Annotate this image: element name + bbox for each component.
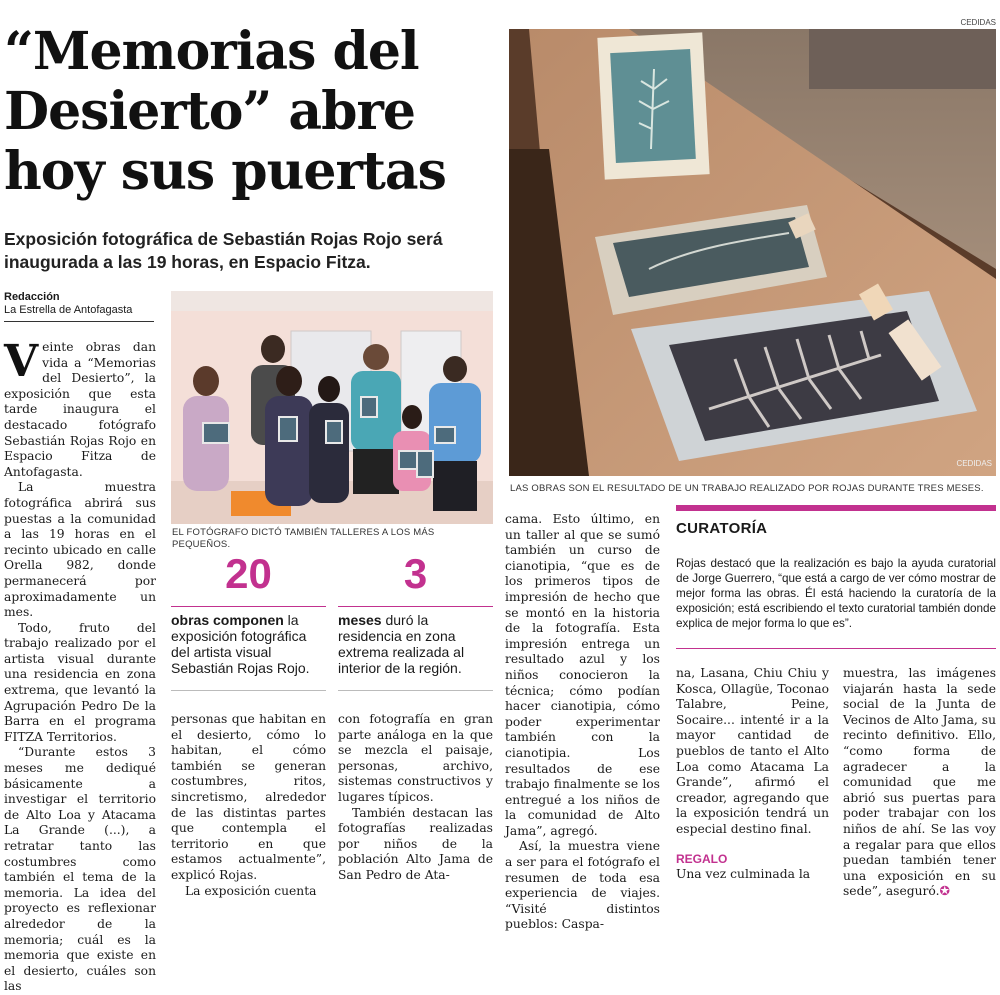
workshop-photo-image — [171, 291, 493, 524]
end-mark-icon: ✪ — [939, 884, 950, 899]
curatoria-divider — [676, 648, 996, 649]
photo-credit-top: CEDIDAS — [960, 18, 996, 27]
photo-credit-bottom: CEDIDAS — [956, 459, 992, 468]
article-column-1 — [4, 336, 156, 995]
col1-paragraph-4: “Durante estos 3 meses me dediqué básicamente a investigar el territorio de Alto Loa y Atacama La Grande (...), a retratar tanto las costumbres como también el tema de la memoria. La idea del proyecto es reflexionar alrededor de la memoria; cuál es la memoria que existe en el desierto, cuáles son las — [4, 745, 156, 994]
cyanotype-photo-caption: LAS OBRAS SON EL RESULTADO DE UN TRABAJO REALIZADO POR ROJAS DURANTE TRES MESES. — [510, 483, 984, 494]
article-column-2 — [171, 712, 326, 899]
col3-paragraph-2: También destacan las fotografías realizadas por niños de la población Alto Jama de San Pedro de Ata- — [338, 805, 493, 882]
stat-divider-2 — [338, 606, 493, 607]
stat-bold-meses: meses — [338, 612, 382, 628]
curatoria-text: Rojas destacó que la realización es bajo la ayuda curatorial de Jorge Guerrero, “que está a cargo de ver cómo mostrar de mejor forma las obras. Él está haciendo la curatoría de la exposición; está escribiendo el texto curatorial también donde explica de mejor forma lo que es”. — [676, 557, 996, 630]
col2-paragraph-2: La exposición cuenta — [185, 883, 317, 898]
col1-paragraph-3: Todo, fruto del trabajo realizado por el artista visual durante una residencia en zona extrema, que levantó la Agrupación Pedro De la Barra en el programa FITZA Territorios. — [4, 620, 156, 744]
col4-paragraph-2: Así, la muestra viene a ser para el fotógrafo el resumen de toda esa experiencia de viajes. “Visité distintos pueblos: Caspa- — [505, 839, 660, 932]
col3-paragraph-1: con fotografía en gran parte análoga en la que se mezcla el paisaje, personas, archivo, sistemas constructivos y lugares típicos. — [338, 712, 493, 804]
cyanotype-photo — [509, 29, 996, 476]
stat-text-meses — [338, 612, 493, 676]
byline — [4, 291, 154, 322]
col1-paragraph-1: einte obras dan vida a “Memorias del Desierto”, la exposición que esta tarde inaugura el destacado fotógrafo Sebastián Rojas Rojo en Espacio Fitza de Antofagasta. — [4, 340, 156, 479]
col1-paragraph-2: La muestra fotográfica abrirá sus puestas a la comunidad a las 19 horas en el recinto ubicado en calle Orella 982, donde permanecerá por aproximadamente un mes. — [4, 480, 156, 620]
subhead: Exposición fotográfica de Sebastián Rojas Rojo será inaugurada a las 19 horas, en Espacio Fitza. — [4, 229, 443, 272]
cyanotype-photo-image — [509, 29, 996, 476]
col5-paragraph-2: Una vez culminada la — [676, 867, 811, 882]
stat-divider-1 — [171, 606, 326, 607]
headline: “Memorias del Desierto” abre hoy sus puertas — [4, 21, 446, 202]
stat-number-obras: 20 — [225, 550, 272, 597]
col4-paragraph-1: cama. Esto último, en un taller al que se sumó también un curso de cianotipia, “que es de los primeros tipos de impresión de hecho que se montó en la historia de la fotografía. Esta impresión entrega un resultado azul y los niños conocieron la técnica; cómo podían hacer cianotipia, cómo poder experimentar también con la cianotipia. Los resultados de ese trabajo finalmente se los entregué a los niños de la comunidad de Alto Jama”, agregó. — [505, 512, 660, 838]
byline-outlet: La Estrella de Antofagasta — [4, 304, 133, 316]
curatoria-title: CURATORÍA — [676, 520, 768, 537]
byline-author: Redacción — [4, 291, 60, 303]
workshop-photo-caption: EL FOTÓGRAFO DICTÓ TAMBIÉN TALLERES A LOS MÁS PEQUEÑOS. — [172, 527, 435, 550]
column-divider-3 — [338, 690, 493, 691]
col2-paragraph-1: personas que habitan en el desierto, cómo lo habitan, el cómo también se generan costumbres, ritos, sincretismo, alrededor de las distintas partes que contempla el territorio en que estamos actualmente”, explicó Rojas. — [171, 712, 326, 882]
article-column-5 — [676, 666, 829, 883]
stat-number-meses: 3 — [403, 550, 428, 597]
curatoria-bar — [676, 505, 996, 511]
section-subtitle-regalo: REGALO — [676, 851, 728, 866]
stat-bold-obras: obras componen — [171, 612, 284, 628]
drop-cap: V — [4, 336, 39, 387]
workshop-photo — [171, 291, 493, 524]
article-column-4 — [505, 512, 660, 933]
col5-paragraph-1: na, Lasana, Chiu Chiu y Kosca, Ollagüe, Toconao Talabre, Peine, Socaire... intenté ir a la mayor cantidad de pueblos de tanto el Alto Loa como Atacama La Grande”, afirmó el creador, agregando que la exposición tendrá un especial destino final. — [676, 666, 829, 836]
article-column-3 — [338, 712, 493, 884]
stat-rest-obras: la exposición fotográfica del artista visual Sebastián Rojas Rojo. — [171, 612, 310, 676]
article-column-6 — [843, 666, 996, 900]
stat-rest-meses: duró la residencia en zona extrema realizada al interior de la región. — [338, 612, 465, 676]
col6-paragraph-1: muestra, las imágenes viajarán hasta la sede social de la Junta de Vecinos de Alto Jama, su recinto definitivo. Ello, “como forma de agradecer a la comunidad que me abrió sus puertas para poder trabajar con los niños de ahí. Se las voy a regalar para que ellos puedan también tener una exposición en su sede”, aseguró. — [843, 666, 996, 899]
stat-text-obras — [171, 612, 326, 676]
column-divider-2 — [171, 690, 326, 691]
